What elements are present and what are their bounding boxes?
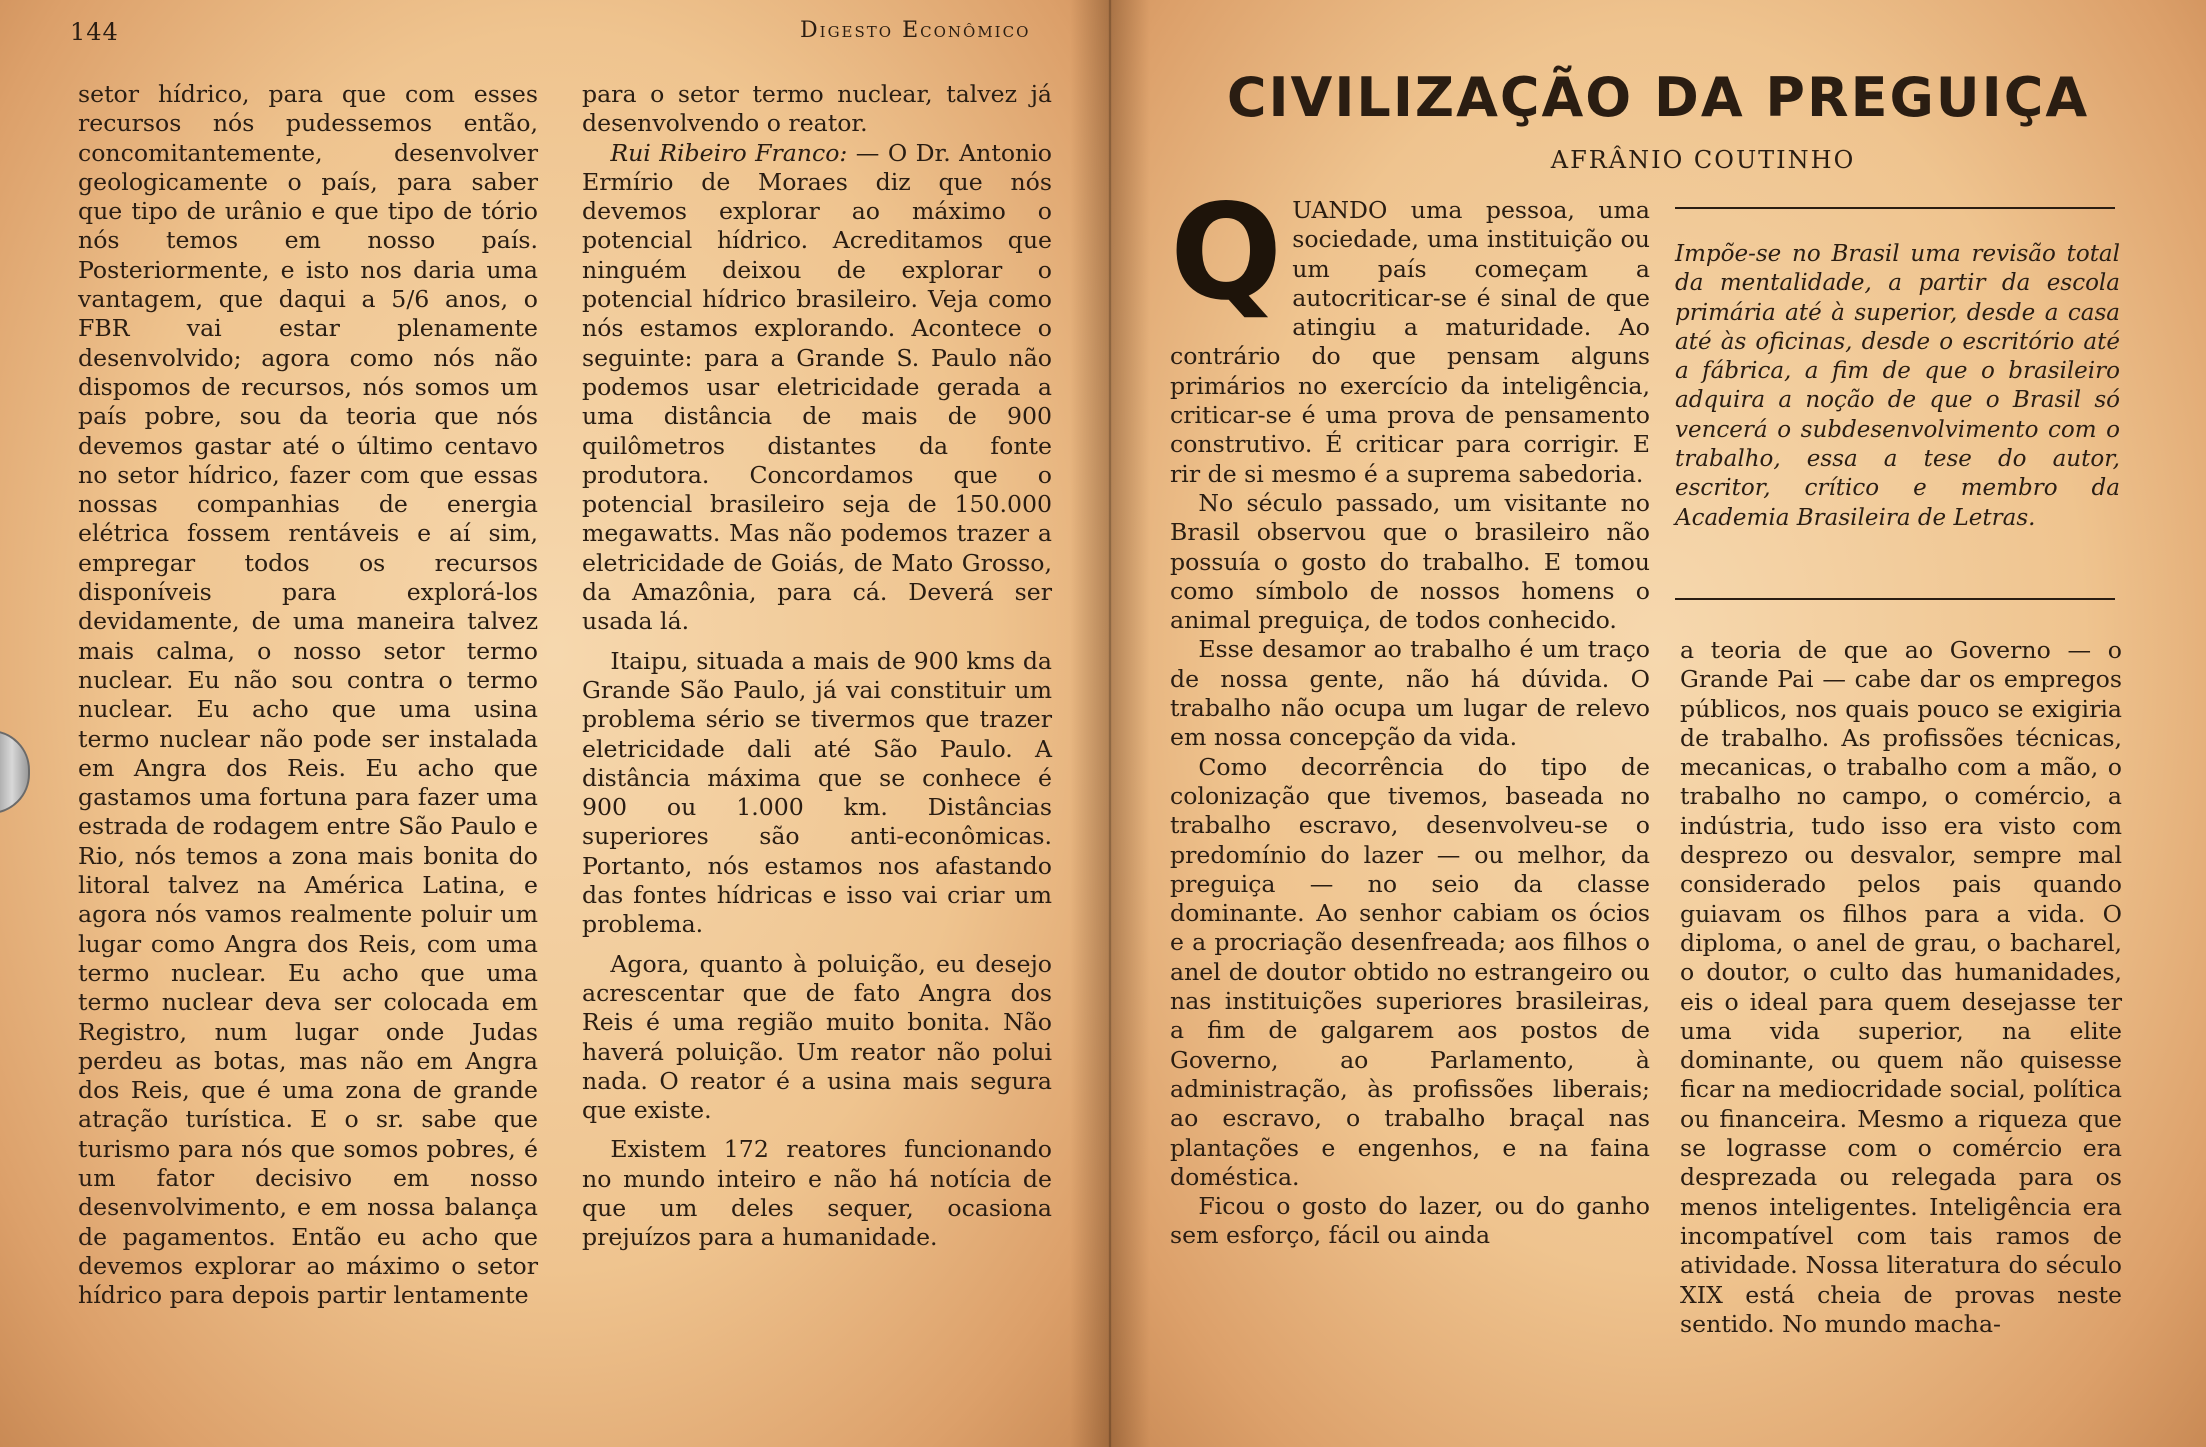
paragraph bbox=[582, 139, 1052, 637]
paragraph: No século passado, um visitante no Brasil observou que o brasileiro não possuía o gosto do trabalho. E tomou como símbolo de nossos homens o animal preguiça, de todos conhecido. bbox=[1170, 488, 1650, 635]
paragraph: a teoria de que ao Governo — o Grande Pai — cabe dar os empregos públicos, nos quais pouco se exigiria de trabalho. As profissões técnicas, mecanicas, o trabalho com a mão, o trabalho no campo, o comércio, a indústria, tudo isso era visto com desprezo ou desvalor, sempre mal considerado pelos pais quando guiavam os filhos para a vida. O diploma, o anel de grau, o bacharel, o doutor, o culto das humanidades, eis o ideal para quem desejasse ter uma vida superior, na elite dominante, ou quem não quisesse ficar na mediocridade social, política ou financeira. Mesmo a riqueza que se lograsse com o comércio era desprezada ou relegada para os menos inteligentes. Inteligência era incompatível com tais ramos de atividade. Nossa literatura do século XIX está cheia de provas neste sentido. No mundo macha- bbox=[1680, 636, 2122, 1338]
opening-text: UANDO uma pessoa, uma sociedade, uma instituição ou um país começam a autocriticar-se é sinal de que atingiu a maturidade. Ao contrário do que pensam alguns primários no exercício da inteligência, criticar-se é uma prova de pensamento construtivo. É criticar para corrigir. E rir de si mesmo é a suprema sabedoria. bbox=[1170, 196, 1650, 488]
left-column-2 bbox=[582, 80, 1052, 1253]
speaker-name: Rui Ribeiro Franco: bbox=[610, 138, 848, 167]
paragraph bbox=[1170, 176, 1650, 489]
right-page bbox=[1110, 0, 2206, 1447]
drop-cap: Q bbox=[1170, 176, 1283, 330]
article-abstract: Impõe-se no Brasil uma revisão total da mentalidade, a partir da escola primária até à superior, desde a casa até às oficinas, desde o escritório até a fábrica, a fim de que o brasileiro adquira a noção de que o Brasil só vencerá o subdesenvolvimento com o trabalho, essa a tese do autor, escritor, crítico e membro da Academia Brasileira de Letras. bbox=[1675, 241, 2120, 531]
left-column-1 bbox=[78, 80, 538, 1310]
paragraph: Agora, quanto à poluição, eu desejo acrescentar que de fato Angra dos Reis é uma região muito bonita. Não haverá poluição. Um reator não polui nada. O reator é a usina mais segura que existe. bbox=[582, 949, 1052, 1125]
speaker-text: — O Dr. Antonio Ermírio de Moraes diz que nós devemos explorar ao máximo o potencial hídrico. Acreditamos que ninguém deixou de explorar o potencial hídrico brasileiro. Veja como nós estamos explorando. Acontece o seguinte: para a Grande S. Paulo não podemos usar eletricidade gerada a uma distância de mais de 900 quilômetros distantes da fonte produtora. Concordamos que o potencial brasileiro seja de 150.000 megawatts. Mas não podemos trazer a eletricidade de Goiás, de Mato Grosso, da Amazônia, para cá. Deverá ser usada lá. bbox=[582, 138, 1052, 636]
paragraph: Esse desamor ao trabalho é um traço de nossa gente, não há dúvida. O trabalho não ocupa um lugar de relevo em nossa concepção da vida. bbox=[1170, 635, 1650, 752]
paragraph: Como decorrência do tipo de colonização que tivemos, baseada no trabalho escravo, desenvolveu-se o predomínio do lazer — ou melhor, da preguiça — no seio da classe dominante. Ao senhor cabiam os ócios e a procriação desenfreada; aos filhos o anel de doutor obtido no estrangeiro ou nas instituições superiores brasileiras, a fim de galgarem aos postos de Governo, ao Parlamento, à administração, às profissões liberais; ao escravo, o trabalho braçal nas plantações e engenhos, e na faina doméstica. bbox=[1170, 752, 1650, 1191]
paragraph: Itaipu, situada a mais de 900 kms da Grande São Paulo, já vai constituir um problema sério se tivermos que trazer eletricidade dali até São Paulo. A distância máxima que se conhece é 900 ou 1.000 km. Distâncias superiores são anti-econômicas. Portanto, nós estamos nos afastando das fontes hídricas e isso vai criar um problema. bbox=[582, 646, 1052, 939]
paragraph: para o setor termo nuclear, talvez já desenvolvendo o reator. bbox=[582, 80, 1052, 138]
running-head: Digesto Econômico bbox=[800, 18, 1031, 43]
article-title: CIVILIZAÇÃO DA PREGUIÇA bbox=[1226, 66, 2090, 129]
abstract-rule-bottom bbox=[1675, 598, 2115, 600]
article-author: AFRÂNIO COUTINHO bbox=[1550, 146, 1856, 174]
paragraph: Ficou o gosto do lazer, ou do ganho sem esforço, fácil ou ainda bbox=[1170, 1192, 1650, 1250]
page-number: 144 bbox=[70, 18, 119, 46]
right-column-2 bbox=[1680, 636, 2122, 1339]
paragraph: Existem 172 reatores funcionando no mundo inteiro e não há notícia de que um deles sequer, ocasiona prejuízos para a humanidade. bbox=[582, 1135, 1052, 1252]
paragraph: setor hídrico, para que com esses recursos nós pudessemos então, concomitantemente, desenvolver geologicamente o país, para saber que tipo de urânio e que tipo de tório nós temos em nosso país. Posteriormente, e isto nos daria uma vantagem, que daqui a 5/6 anos, o FBR vai estar plenamente desenvolvido; agora como nós não dispomos de recursos, nós somos um país pobre, sou da teoria que nós devemos gastar até o último centavo no setor hídrico, fazer com que essas nossas companhias de energia elétrica fossem rentáveis e aí sim, empregar todos os recursos disponíveis para explorá-los devidamente, de uma maneira talvez mais calma, o nosso setor termo nuclear. Eu não sou contra o termo nuclear. Eu acho que uma usina termo nuclear não pode ser instalada em Angra dos Reis. Eu acho que gastamos uma fortuna para fazer uma estrada de rodagem entre São Paulo e Rio, nós temos a zona mais bonita do litoral talvez na América Latina, e agora nós vamos realmente poluir um lugar como Angra dos Reis, com uma termo nuclear. Eu acho que uma termo nuclear deva ser colocada em Registro, num lugar onde Judas perdeu as botas, mas não em Angra dos Reis, que é uma zona de grande atração turística. E o sr. sabe que turismo para nós que somos pobres, é um fator decisivo em nosso desenvolvimento, e em nossa balança de pagamentos. Então eu acho que devemos explorar ao máximo o setor hídrico para depois partir lentamente bbox=[78, 80, 538, 1310]
right-column-1 bbox=[1170, 176, 1650, 1251]
abstract-rule-top bbox=[1675, 207, 2115, 209]
binder-clip bbox=[0, 730, 30, 814]
